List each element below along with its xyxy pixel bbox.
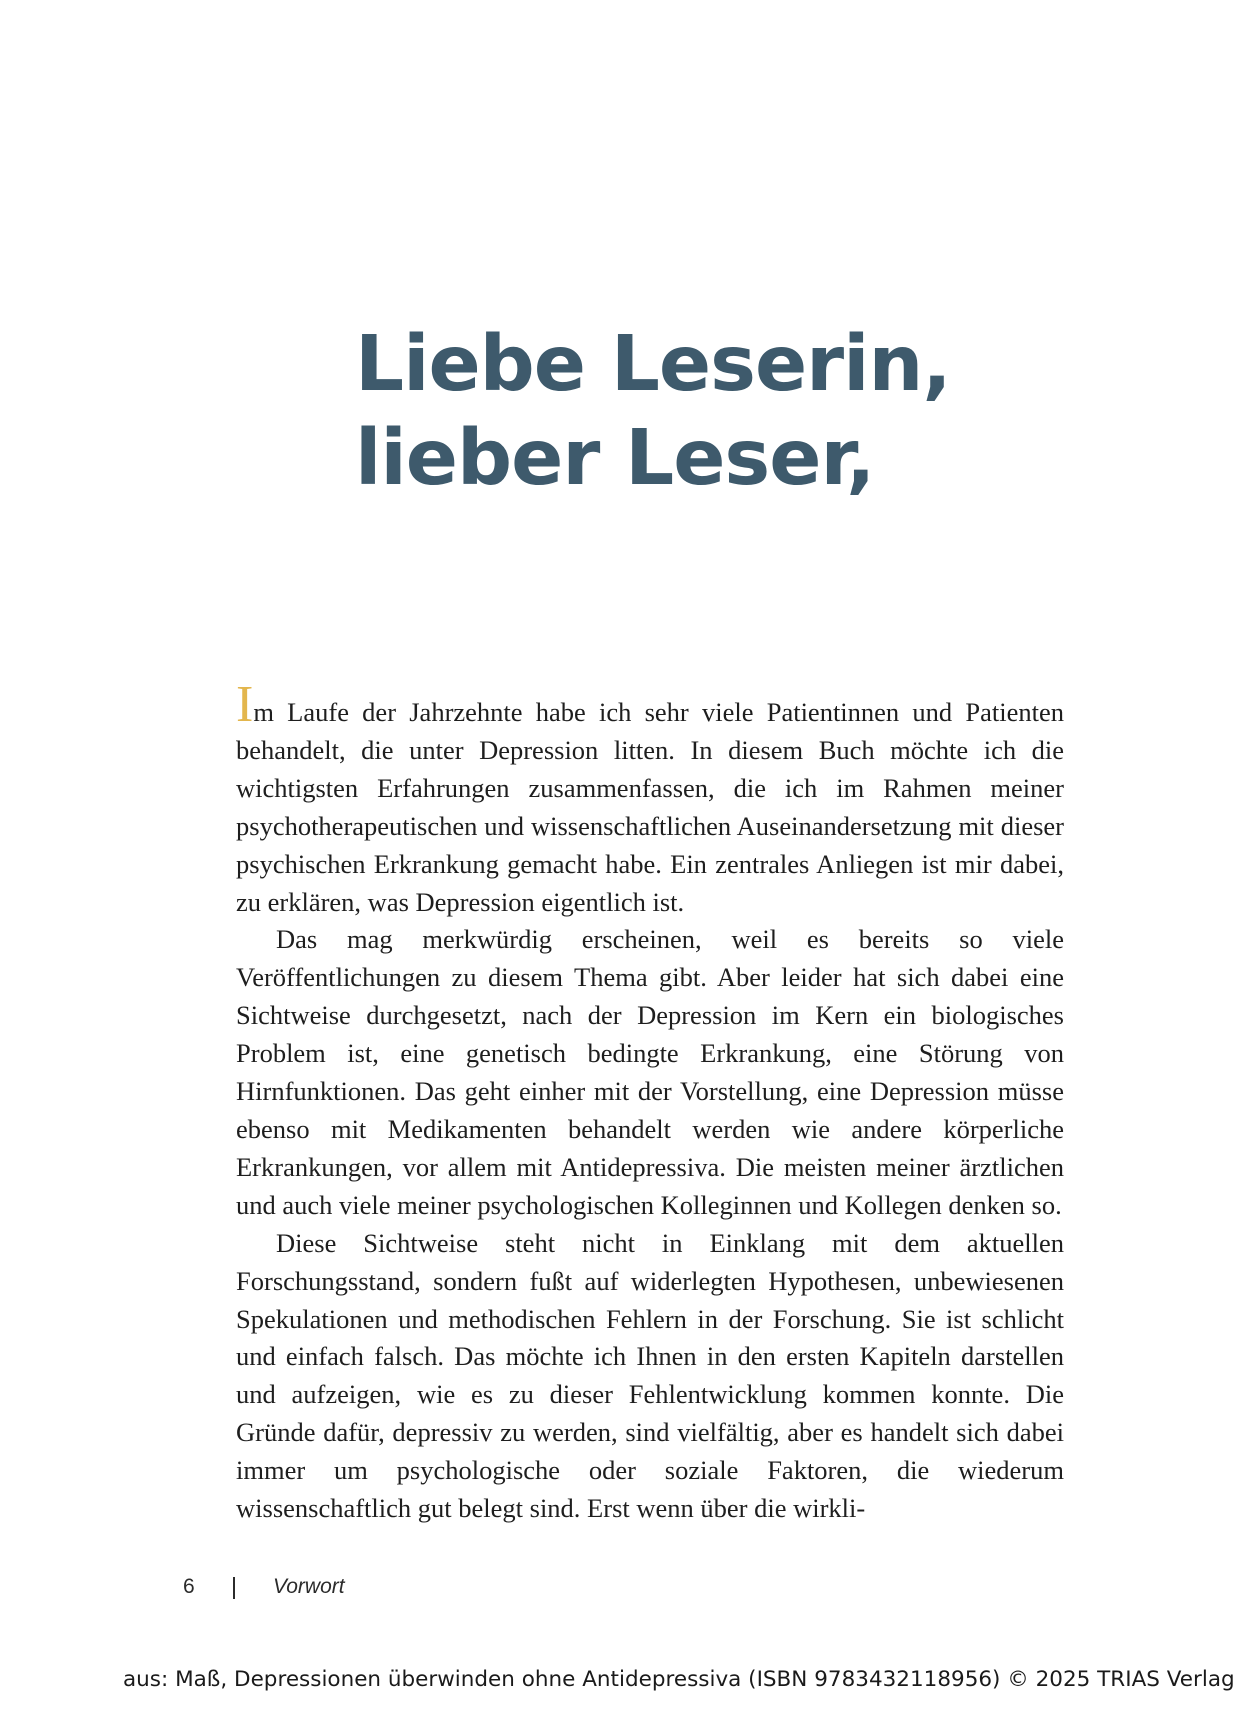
- page-heading: [355, 318, 951, 506]
- heading-line-1: Liebe Leserin,: [355, 320, 951, 409]
- footer-separator: [233, 1577, 235, 1599]
- copyright-credit: aus: Maß, Depressionen überwinden ohne Antidepressiva (ISBN 9783432118956) © 2025 TRIAS Verlag: [123, 1667, 1235, 1692]
- paragraph-1: [236, 676, 1064, 921]
- body-text: [236, 676, 1064, 1528]
- drop-cap: I: [236, 676, 254, 733]
- paragraph-2: Das mag merkwürdig erscheinen, weil es bereits so viele Veröffentlichungen zu diesem Thema gibt. Aber leider hat sich dabei eine Sichtweise durchgesetzt, nach der Depression im Kern ein biologisches Problem ist, eine genetisch bedingte Erkrankung, eine Störung von Hirnfunktionen. Das geht einher mit der Vorstellung, eine Depression müsse ebenso mit Medikamenten behandelt werden wie andere körperliche Erkrankungen, vor allem mit Antidepressiva. Die meisten meiner ärztlichen und auch viele meiner psychologischen Kolleginnen und Kollegen denken so.: [236, 924, 1064, 1220]
- page-number: 6: [183, 1575, 195, 1598]
- paragraph-3: Diese Sichtweise steht nicht in Einklang mit dem aktuellen Forschungsstand, sondern fußt auf widerlegten Hypothesen, unbewiesenen Spekulationen und methodischen Fehlern in der Forschung. Sie ist schlicht und einfach falsch. Das möchte ich Ihnen in den ersten Kapiteln darstellen und aufzeigen, wie es zu dieser Fehlentwicklung kommen konnte. Die Gründe dafür, depressiv zu werden, sind vielfältig, aber es handelt sich dabei immer um psychologische oder soziale Faktoren, die wiederum wissenschaftlich gut belegt sind. Erst wenn über die wirkli-: [236, 1227, 1064, 1524]
- page-footer: [0, 1575, 1260, 1605]
- heading-line-2: lieber Leser,: [355, 414, 875, 503]
- paragraph-1-text: m Laufe der Jahrzehnte habe ich sehr viele Patientinnen und Patienten behandelt, die unter Depression litten. In diesem Buch möchte ich die wichtigsten Erfahrungen zusammenfassen, die ich im Rahmen meiner psychotherapeutischen und wissenschaftlichen Auseinandersetzung mit dieser psychischen Erkrankung gemacht habe. Ein zentrales Anliegen ist mir dabei, zu erklären, was Depression eigentlich ist.: [236, 697, 1064, 917]
- section-name: Vorwort: [273, 1575, 345, 1598]
